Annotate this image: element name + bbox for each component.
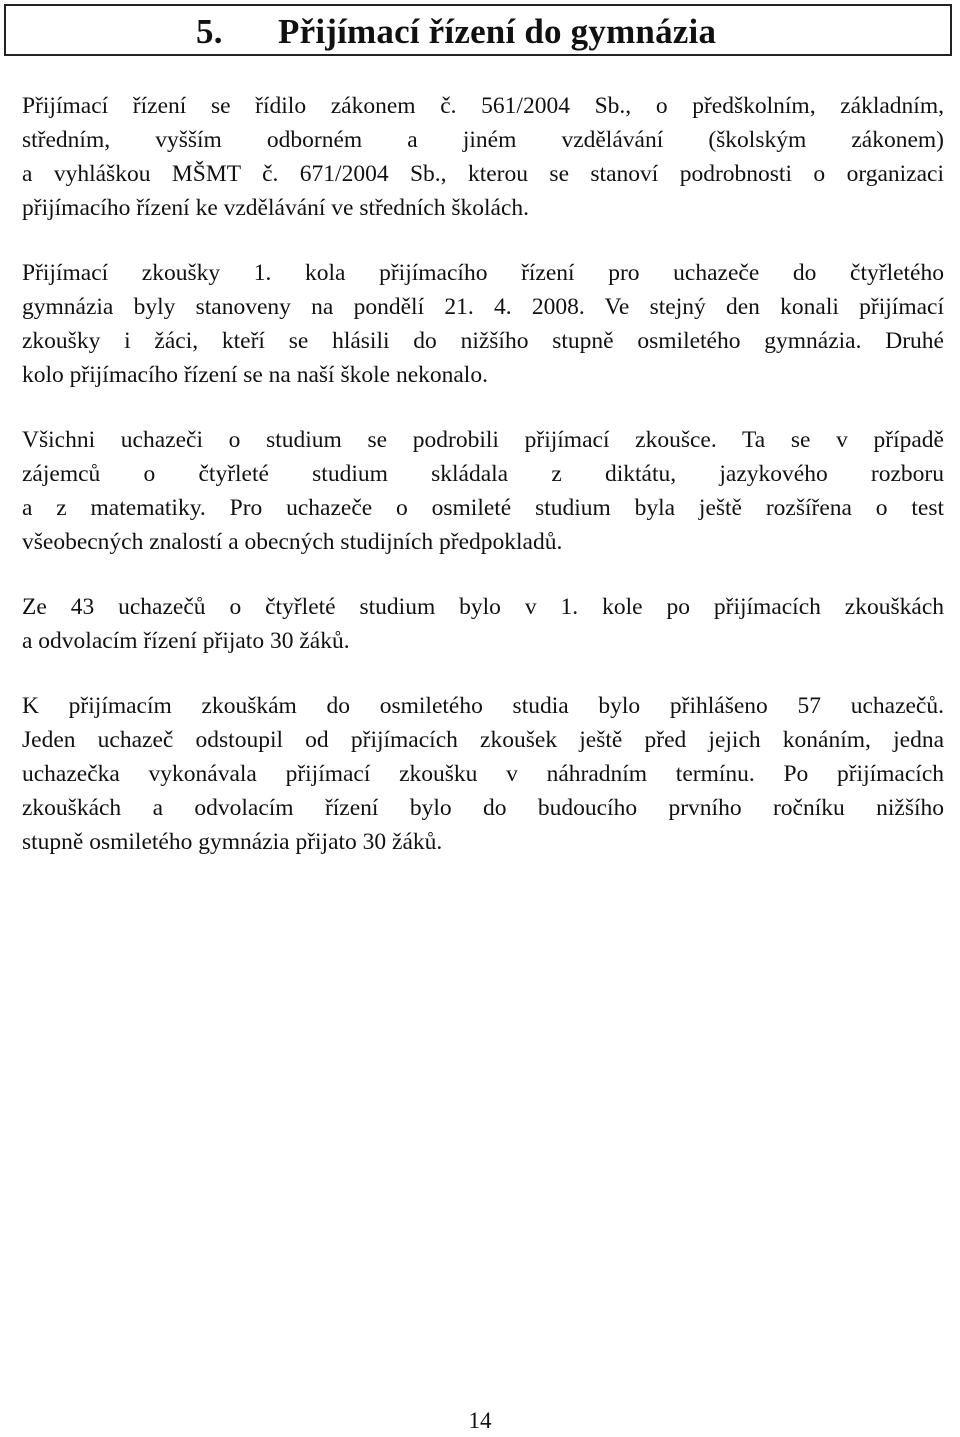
paragraph-line: uchazečka vykonávala přijímací zkoušku v náhradním termínu. Po přijímacích [22,761,944,787]
paragraph-eight-year-results [22,689,944,859]
paragraph-line: přijímacího řízení ke vzdělávání ve středních školách. [22,195,530,221]
paragraph-line: zájemců o čtyřleté studium skládala z diktátu, jazykového rozboru [22,461,944,487]
paragraph-line: a odvolacím řízení přijato 30 žáků. [22,628,350,654]
paragraph-line: a vyhláškou MŠMT č. 671/2004 Sb., kterou se stanoví podrobnosti o organizaci [22,161,944,187]
paragraph-line: zkoušky i žáci, kteří se hlásili do nižšího stupně osmiletého gymnázia. Druhé [22,328,944,354]
section-number: 5. [196,12,223,51]
paragraph-line: Jeden uchazeč odstoupil od přijímacích zkoušek ještě před jejich konáním, jedna [22,727,944,753]
paragraph-legal-basis [22,89,944,225]
paragraph-line: Přijímací řízení se řídilo zákonem č. 561/2004 Sb., o předškolním, základním, [22,93,944,119]
section-title: Přijímací řízení do gymnázia [278,12,717,51]
paragraph-line: Všichni uchazeči o studium se podrobili přijímací zkoušce. Ta se v případě [22,427,944,453]
section-heading [196,12,716,52]
page-number: 14 [468,1408,492,1433]
paragraph-exam-content [22,423,944,559]
section-heading-box [4,4,952,56]
paragraph-line: gymnázia byly stanoveny na pondělí 21. 4. 2008. Ve stejný den konali přijímací [22,294,944,320]
paragraph-line: středním, vyšším odborném a jiném vzdělávání (školským zákonem) [22,127,944,153]
paragraph-line: Přijímací zkoušky 1. kola přijímacího řízení pro uchazeče do čtyřletého [22,260,944,286]
paragraph-line: kolo přijímacího řízení se na naší škole nekonalo. [22,362,488,388]
paragraph-four-year-results [22,590,944,658]
paragraph-exam-dates [22,256,944,392]
paragraph-line: K přijímacím zkouškám do osmiletého studia bylo přihlášeno 57 uchazečů. [22,693,944,719]
paragraph-line: a z matematiky. Pro uchazeče o osmileté studium byla ještě rozšířena o test [22,495,944,521]
paragraph-line: všeobecných znalostí a obecných studijních předpokladů. [22,529,563,555]
paragraph-line: zkouškách a odvolacím řízení bylo do budoucího prvního ročníku nižšího [22,795,944,821]
document-body [22,89,944,890]
paragraph-line: Ze 43 uchazečů o čtyřleté studium bylo v 1. kole po přijímacích zkouškách [22,594,944,620]
paragraph-line: stupně osmiletého gymnázia přijato 30 žáků. [22,829,443,855]
